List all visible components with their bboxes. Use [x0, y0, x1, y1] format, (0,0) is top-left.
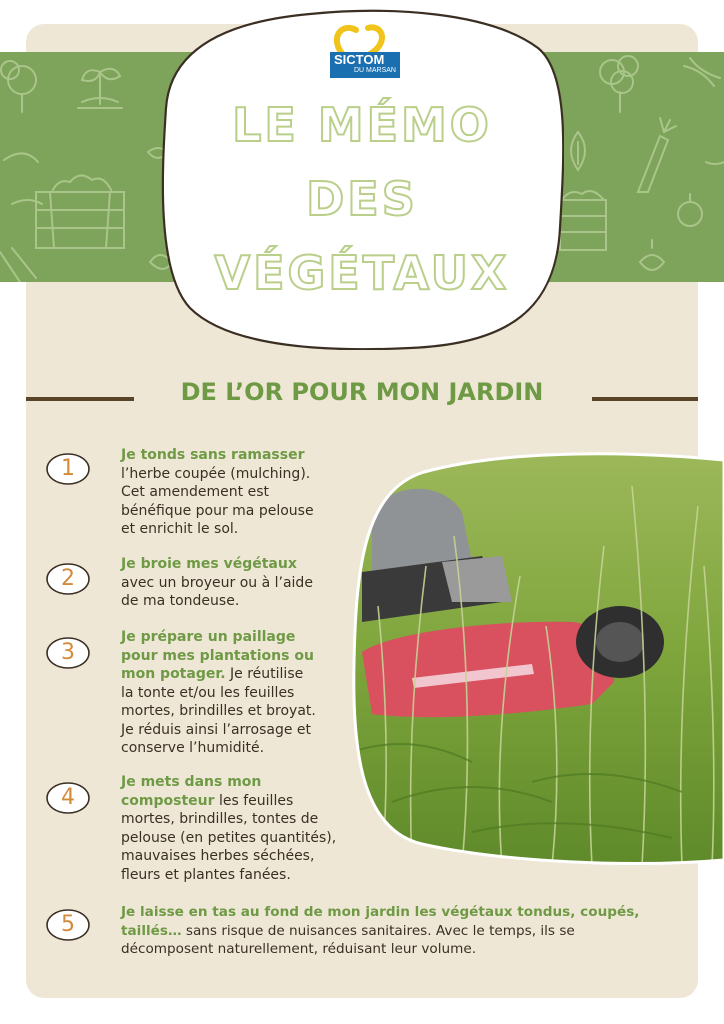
item-4-line: mortes, brindilles, tontes de [121, 811, 319, 827]
number-badge-3 [45, 636, 91, 670]
item-5-line: décomposent naturellement, réduisant leur volume. [121, 941, 477, 957]
lawnmower-photo [352, 452, 724, 866]
item-3-line: la tonte et/ou les feuilles [121, 684, 295, 701]
item-2-line: avec un broyeur ou à l’aide [121, 574, 313, 591]
item-3-lead: mon potager. [121, 666, 226, 682]
section-rule-left [26, 397, 134, 401]
number-4: 4 [61, 785, 75, 810]
item-1-line: bénéfique pour ma pelouse [121, 502, 314, 519]
item-3-tail: Je réutilise [225, 666, 304, 682]
item-1-line: Cet amendement est [121, 484, 269, 500]
item-3-lead: Je prépare un paillage [121, 629, 296, 645]
title-line-1: LE MÉMO [232, 98, 492, 152]
item-3-line: mortes, brindilles et broyat. [121, 703, 316, 719]
number-1: 1 [61, 456, 75, 481]
item-2-lead: Je broie mes végétaux [121, 556, 297, 572]
item-1-line: l’herbe coupée (mulching). [121, 465, 311, 482]
item-2 [121, 555, 313, 611]
number-5: 5 [61, 912, 75, 937]
item-4-line: fleurs et plantes fanées. [121, 866, 291, 883]
title-line-2: DES [306, 172, 418, 226]
logo-box [330, 52, 400, 78]
number-badge-5 [45, 908, 91, 942]
title-line-3: VÉGÉTAUX [214, 246, 510, 300]
number-2: 2 [61, 566, 75, 591]
item-3-line: Je réduis ainsi l’arrosage et [121, 721, 311, 738]
number-badge-2 [45, 562, 91, 596]
item-2-line: de ma tondeuse. [121, 593, 240, 609]
item-4-line: pelouse (en petites quantités), [121, 829, 337, 846]
item-4-lead: composteur [121, 792, 215, 809]
item-3-lead: pour mes plantations ou [121, 647, 314, 664]
item-5 [121, 903, 681, 959]
item-1-line: et enrichit le sol. [121, 521, 239, 537]
number-badge-4 [45, 781, 91, 815]
item-1 [121, 446, 314, 539]
number-badge-1 [45, 452, 91, 486]
number-3: 3 [61, 640, 75, 665]
item-4-lead: Je mets dans mon [121, 774, 262, 790]
item-4-line: mauvaises herbes séchées, [121, 848, 315, 864]
sictom-logo [322, 20, 402, 88]
item-5-lead: taillés… [121, 922, 182, 939]
item-3-line: conserve l’humidité. [121, 740, 265, 756]
item-1-lead: Je tonds sans ramasser [121, 447, 305, 463]
item-5-lead: Je laisse en tas au fond de mon jardin les végétaux tondus, coupés, [121, 904, 640, 920]
item-3 [121, 628, 316, 758]
logo-name: SICTOM [334, 52, 385, 67]
item-4-tail: les feuilles [214, 792, 294, 809]
section-title: DE L’OR POUR MON JARDIN [180, 378, 544, 406]
section-rule-right [592, 397, 698, 401]
item-4 [121, 773, 336, 884]
logo-sub: DU MARSAN [353, 67, 396, 74]
item-5-tail: sans risque de nuisances sanitaires. Avec le temps, ils se [181, 922, 575, 939]
